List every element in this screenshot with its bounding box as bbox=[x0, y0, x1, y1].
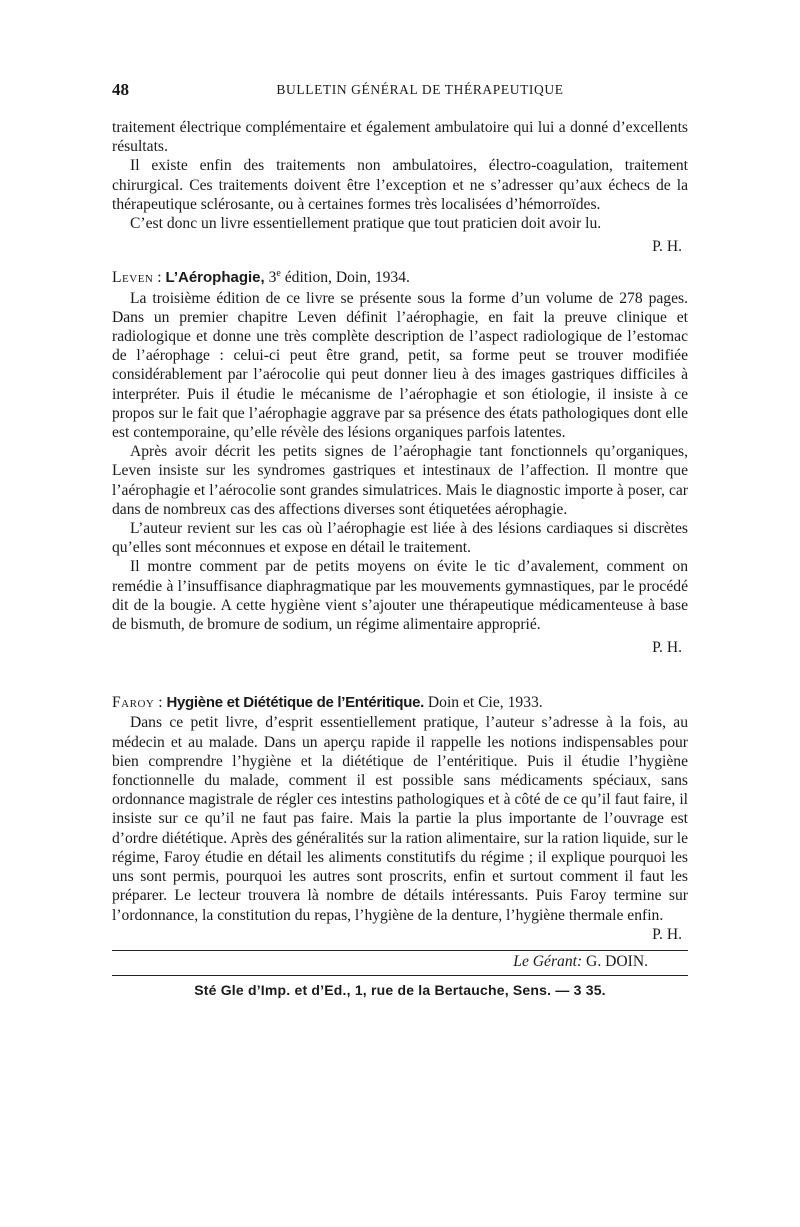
page-header bbox=[112, 80, 688, 100]
paragraph: L’auteur revient sur les cas où l’aérophagie est liée à des lésions cardiaques si discrètes qu’elles sont méconnues et expose en détail le traitement. bbox=[112, 520, 688, 557]
review-enteritique bbox=[112, 693, 688, 943]
review-heading bbox=[112, 693, 688, 713]
paragraph: Il montre comment par de petits moyens on évite le tic d’avalement, comment on remédie à l’insuffisance diaphragmatique par les mouvements gymnastiques, par le procédé dit de la bougie. A cette hygiène vient s’ajouter une thérapeutique médicamenteuse à base de bismuth, de bromure de sodium, un régime alimentaire approprié. bbox=[112, 558, 688, 634]
book-details: édition, Doin, 1934. bbox=[280, 269, 410, 287]
heading-separator: : bbox=[153, 269, 166, 287]
paragraph: C’est donc un livre essentiellement pratique que tout praticien doit avoir lu. bbox=[130, 215, 602, 233]
edition-ordinal: 3 bbox=[268, 269, 277, 287]
review-aerophagie bbox=[112, 264, 688, 657]
paragraph: La troisième édition de ce livre se présente sous la forme d’un volume de 278 pages. Dans un premier chapitre Leven définit l’aérophagie, en fait la preuve clinique et radiologique et donne une très complète description de l’aspect radiologique de l’estomac de l’aérophage : celui-ci peut être grand, petit, sa forme peut se trouver modifiée considérablement par l’aérocolie qui peut donner lieu à des images gastriques difficiles à interpréter. Puis il étudie le mécanisme de l’aérophagie et son étiologie, il insiste à ce propos sur le fait que l’aérophagie aggrave par sa présence des états pathologiques dont elle est contemporaine, qu’elle révèle des lésions organiques parfois latentes. bbox=[112, 289, 688, 442]
gerant-label: Le Gérant: bbox=[513, 952, 583, 970]
paragraph: traitement électrique complémentaire et également ambulatoire qui lui a donné d’excellents résultats. bbox=[112, 119, 688, 156]
intro-review-continuation bbox=[112, 118, 688, 256]
page-body bbox=[112, 118, 688, 998]
review-author: Faroy bbox=[112, 694, 155, 712]
paragraph: Il existe enfin des traitements non ambulatoires, électro-coagulation, traitement chirurgical. Ces traitements doivent être l’exception et ne s’adresser qu’aux échecs de la thérapeutique sclérosante, ou à certaines formes très localisées d’hémorroïdes. bbox=[112, 157, 688, 213]
heading-separator: : bbox=[154, 694, 167, 712]
review-signature: P. H. bbox=[652, 925, 682, 943]
review-signature: P. H. bbox=[652, 639, 682, 657]
page-number: 48 bbox=[112, 80, 129, 99]
gerant-name: G. DOIN. bbox=[582, 952, 648, 970]
book-title: Hygiène et Diététique de l’Entéritique. bbox=[166, 694, 425, 712]
book-details: Doin et Cie, 1933. bbox=[424, 694, 543, 712]
edition-suffix: e bbox=[276, 268, 281, 280]
paragraph: Après avoir décrit les petits signes de l’aérophagie tant fonctionnels qu’organiques, Leven insiste sur les syndromes gastriques et intestinaux de l’affection. Il montre que l’aérophagie et l’aérocolie sont grandes simulatrices. Mais le diagnostic importe à poser, car dans de nombreux cas des affections diverses sont étiquetées aérophagie. bbox=[112, 443, 688, 518]
printer-imprint: Sté Gle d’Imp. et d’Ed., 1, rue de la Bertauche, Sens. — 3 35. bbox=[194, 981, 606, 998]
gerant-line bbox=[112, 951, 688, 973]
book-title: L’Aérophagie, bbox=[165, 269, 265, 287]
section-spacer bbox=[112, 657, 688, 685]
review-signature: P. H. bbox=[652, 238, 682, 256]
running-title: BULLETIN GÉNÉRAL DE THÉRAPEUTIQUE bbox=[276, 82, 564, 97]
paragraph: Dans ce petit livre, d’esprit essentiellement pratique, l’auteur s’adresse à la fois, au médecin et au malade. Dans un aperçu rapide il rappelle les notions indispensables pour bien comprendre l’hygiène et la diététique de l’entéritique. Puis il étudie l’hygiène fonctionnelle du malade, comment il est possible sans médicaments spéciaux, sans ordonnance magistrale de régler ces intestins pathologiques et à côté de ce qu’il faut faire, il insiste sur ce qu’il ne faut pas faire. Mais la partie la plus importante de l’ouvrage est d’ordre diététique. Après des généralités sur la ration alimentaire, sur la ration liquide, sur le régime, Faroy étudie en détail les aliments constitutifs du régime ; il explique pourquoi les uns sont permis, pourquoi les autres sont proscrits, enfin et surtout comment il faut les préparer. Le lecteur trouvera là nombre de détails intéressants. Puis Faroy termine sur l’ordonnance, la constitution du repas, l’hygiène de la denture, l’hygiène thermale enfin. bbox=[112, 714, 688, 924]
review-author: Leven bbox=[112, 269, 154, 287]
review-heading bbox=[112, 264, 688, 288]
footer-rule-bottom bbox=[112, 975, 688, 976]
